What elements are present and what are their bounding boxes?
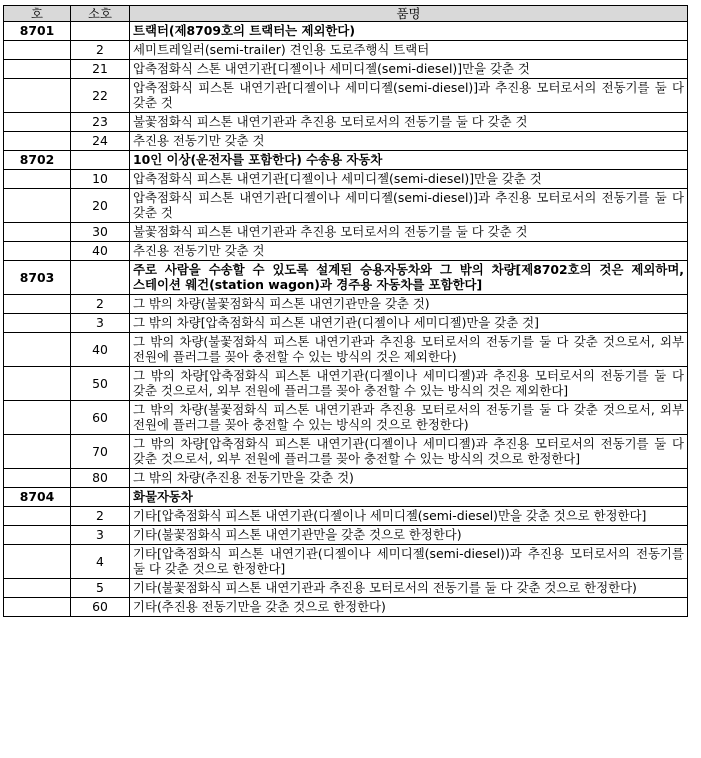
heading-code-cell: 8701 bbox=[4, 22, 71, 41]
table-row bbox=[4, 60, 688, 79]
description-cell: 기타[압축점화식 피스톤 내연기관(디젤이나 세미디젤(semi-diesel))과 추진용 모터로서의 전동기를 둘 다 갖춘 것으로 한정한다] bbox=[130, 545, 688, 579]
column-header-subheading: 소호 bbox=[71, 6, 130, 22]
subheading-code-cell: 80 bbox=[71, 469, 130, 488]
description-cell: 기타(추진용 전동기만을 갖춘 것으로 한정한다) bbox=[130, 598, 688, 617]
table-body bbox=[4, 22, 688, 617]
subheading-code-cell bbox=[71, 151, 130, 170]
heading-code-cell bbox=[4, 189, 71, 223]
description-cell: 트랙터(제8709호의 트랙터는 제외한다) bbox=[130, 22, 688, 41]
heading-code-cell bbox=[4, 367, 71, 401]
column-header-heading: 호 bbox=[4, 6, 71, 22]
heading-code-cell bbox=[4, 295, 71, 314]
description-cell: 그 밖의 차량[압축점화식 피스톤 내연기관(디젤이나 세미디젤)만을 갖춘 것] bbox=[130, 314, 688, 333]
description-cell: 기타[압축점화식 피스톤 내연기관(디젤이나 세미디젤(semi-diesel)만을 갖춘 것으로 한정한다] bbox=[130, 507, 688, 526]
subheading-code-cell: 20 bbox=[71, 189, 130, 223]
table-row bbox=[4, 295, 688, 314]
subheading-code-cell: 30 bbox=[71, 223, 130, 242]
table-row bbox=[4, 526, 688, 545]
subheading-code-cell: 24 bbox=[71, 132, 130, 151]
subheading-code-cell bbox=[71, 22, 130, 41]
heading-code-cell bbox=[4, 132, 71, 151]
heading-row bbox=[4, 22, 688, 41]
subheading-code-cell bbox=[71, 488, 130, 507]
description-cell: 그 밖의 차량[압축점화식 피스톤 내연기관(디젤이나 세미디젤)과 추진용 모터로서의 전동기를 둘 다 갖춘 것으로서, 외부 전원에 플러그를 꽂아 충전할 수 있는 방식의 것은 제외한다] bbox=[130, 367, 688, 401]
table-row bbox=[4, 598, 688, 617]
subheading-code-cell: 2 bbox=[71, 507, 130, 526]
heading-code-cell bbox=[4, 314, 71, 333]
table-row bbox=[4, 367, 688, 401]
table-row bbox=[4, 242, 688, 261]
subheading-code-cell: 21 bbox=[71, 60, 130, 79]
description-cell: 주로 사람을 수송할 수 있도록 설계된 승용자동차와 그 밖의 차량[제8702호의 것은 제외하며, 스테이션 웨건(station wagon)과 경주용 자동차를 포함한다] bbox=[130, 261, 688, 295]
table-row bbox=[4, 41, 688, 60]
description-cell: 그 밖의 차량[압축점화식 피스톤 내연기관(디젤이나 세미디젤)과 추진용 모터로서의 전동기를 둘 다 갖춘 것으로서, 외부 전원에 플러그를 꽂아 충전할 수 있는 방식의 것으로 한정한다] bbox=[130, 435, 688, 469]
heading-code-cell: 8704 bbox=[4, 488, 71, 507]
subheading-code-cell: 2 bbox=[71, 295, 130, 314]
description-cell: 기타(불꽃점화식 피스톤 내연기관만을 갖춘 것으로 한정한다) bbox=[130, 526, 688, 545]
subheading-code-cell: 2 bbox=[71, 41, 130, 60]
table-row bbox=[4, 132, 688, 151]
description-cell: 세미트레일러(semi-trailer) 견인용 도로주행식 트랙터 bbox=[130, 41, 688, 60]
description-cell: 압축점화식 피스톤 내연기관[디젤이나 세미디젤(semi-diesel)]과 추진용 모터로서의 전동기를 둘 다 갖춘 것 bbox=[130, 79, 688, 113]
subheading-code-cell: 3 bbox=[71, 314, 130, 333]
heading-code-cell bbox=[4, 41, 71, 60]
tariff-table bbox=[3, 5, 688, 617]
subheading-code-cell: 23 bbox=[71, 113, 130, 132]
description-cell: 압축점화식 피스톤 내연기관[디젤이나 세미디젤(semi-diesel)]만을 갖춘 것 bbox=[130, 170, 688, 189]
heading-code-cell bbox=[4, 333, 71, 367]
subheading-code-cell: 40 bbox=[71, 333, 130, 367]
table-row bbox=[4, 469, 688, 488]
subheading-code-cell: 70 bbox=[71, 435, 130, 469]
heading-code-cell bbox=[4, 598, 71, 617]
table-header bbox=[4, 6, 688, 22]
heading-code-cell bbox=[4, 60, 71, 79]
heading-row bbox=[4, 151, 688, 170]
table-row bbox=[4, 435, 688, 469]
subheading-code-cell: 3 bbox=[71, 526, 130, 545]
table-row bbox=[4, 545, 688, 579]
table-row bbox=[4, 314, 688, 333]
table-row bbox=[4, 333, 688, 367]
heading-code-cell bbox=[4, 113, 71, 132]
table-row bbox=[4, 113, 688, 132]
description-cell: 불꽃점화식 피스톤 내연기관과 추진용 모터로서의 전동기를 둘 다 갖춘 것 bbox=[130, 113, 688, 132]
table-row bbox=[4, 401, 688, 435]
table-row bbox=[4, 189, 688, 223]
description-cell: 그 밖의 차량(추진용 전동기만을 갖춘 것) bbox=[130, 469, 688, 488]
description-cell: 기타(불꽃점화식 피스톤 내연기관과 추진용 모터로서의 전동기를 둘 다 갖춘 것으로 한정한다) bbox=[130, 579, 688, 598]
description-cell: 추진용 전동기만 갖춘 것 bbox=[130, 242, 688, 261]
description-cell: 그 밖의 차량(불꽃점화식 피스톤 내연기관만을 갖춘 것) bbox=[130, 295, 688, 314]
heading-code-cell bbox=[4, 435, 71, 469]
heading-code-cell bbox=[4, 526, 71, 545]
header-row bbox=[4, 6, 688, 22]
table-row bbox=[4, 579, 688, 598]
subheading-code-cell: 60 bbox=[71, 598, 130, 617]
subheading-code-cell: 10 bbox=[71, 170, 130, 189]
description-cell: 그 밖의 차량(불꽃점화식 피스톤 내연기관과 추진용 모터로서의 전동기를 둘 다 갖춘 것으로서, 외부 전원에 플러그를 꽂아 충전할 수 있는 방식의 것은 제외한다) bbox=[130, 333, 688, 367]
heading-code-cell bbox=[4, 79, 71, 113]
description-cell: 불꽃점화식 피스톤 내연기관과 추진용 모터로서의 전동기를 둘 다 갖춘 것 bbox=[130, 223, 688, 242]
heading-code-cell bbox=[4, 545, 71, 579]
heading-row bbox=[4, 261, 688, 295]
table-row bbox=[4, 170, 688, 189]
heading-code-cell bbox=[4, 507, 71, 526]
heading-code-cell bbox=[4, 223, 71, 242]
subheading-code-cell bbox=[71, 261, 130, 295]
description-cell: 그 밖의 차량(불꽃점화식 피스톤 내연기관과 추진용 모터로서의 전동기를 둘 다 갖춘 것으로서, 외부 전원에 플러그를 꽂아 충전할 수 있는 방식의 것으로 한정한다) bbox=[130, 401, 688, 435]
description-cell: 10인 이상(운전자를 포함한다) 수송용 자동차 bbox=[130, 151, 688, 170]
subheading-code-cell: 4 bbox=[71, 545, 130, 579]
subheading-code-cell: 60 bbox=[71, 401, 130, 435]
subheading-code-cell: 40 bbox=[71, 242, 130, 261]
heading-code-cell bbox=[4, 170, 71, 189]
heading-code-cell bbox=[4, 242, 71, 261]
heading-row bbox=[4, 488, 688, 507]
table-row bbox=[4, 507, 688, 526]
column-header-description: 품명 bbox=[130, 6, 688, 22]
description-cell: 압축점화식 피스톤 내연기관[디젤이나 세미디젤(semi-diesel)]과 추진용 모터로서의 전동기를 둘 다 갖춘 것 bbox=[130, 189, 688, 223]
table-row bbox=[4, 79, 688, 113]
heading-code-cell bbox=[4, 401, 71, 435]
subheading-code-cell: 5 bbox=[71, 579, 130, 598]
table-row bbox=[4, 223, 688, 242]
description-cell: 화물자동차 bbox=[130, 488, 688, 507]
description-cell: 추진용 전동기만 갖춘 것 bbox=[130, 132, 688, 151]
heading-code-cell bbox=[4, 579, 71, 598]
description-cell: 압축점화식 스톤 내연기관[디젤이나 세미디젤(semi-diesel)]만을 갖춘 것 bbox=[130, 60, 688, 79]
subheading-code-cell: 50 bbox=[71, 367, 130, 401]
heading-code-cell bbox=[4, 469, 71, 488]
subheading-code-cell: 22 bbox=[71, 79, 130, 113]
heading-code-cell: 8702 bbox=[4, 151, 71, 170]
heading-code-cell: 8703 bbox=[4, 261, 71, 295]
